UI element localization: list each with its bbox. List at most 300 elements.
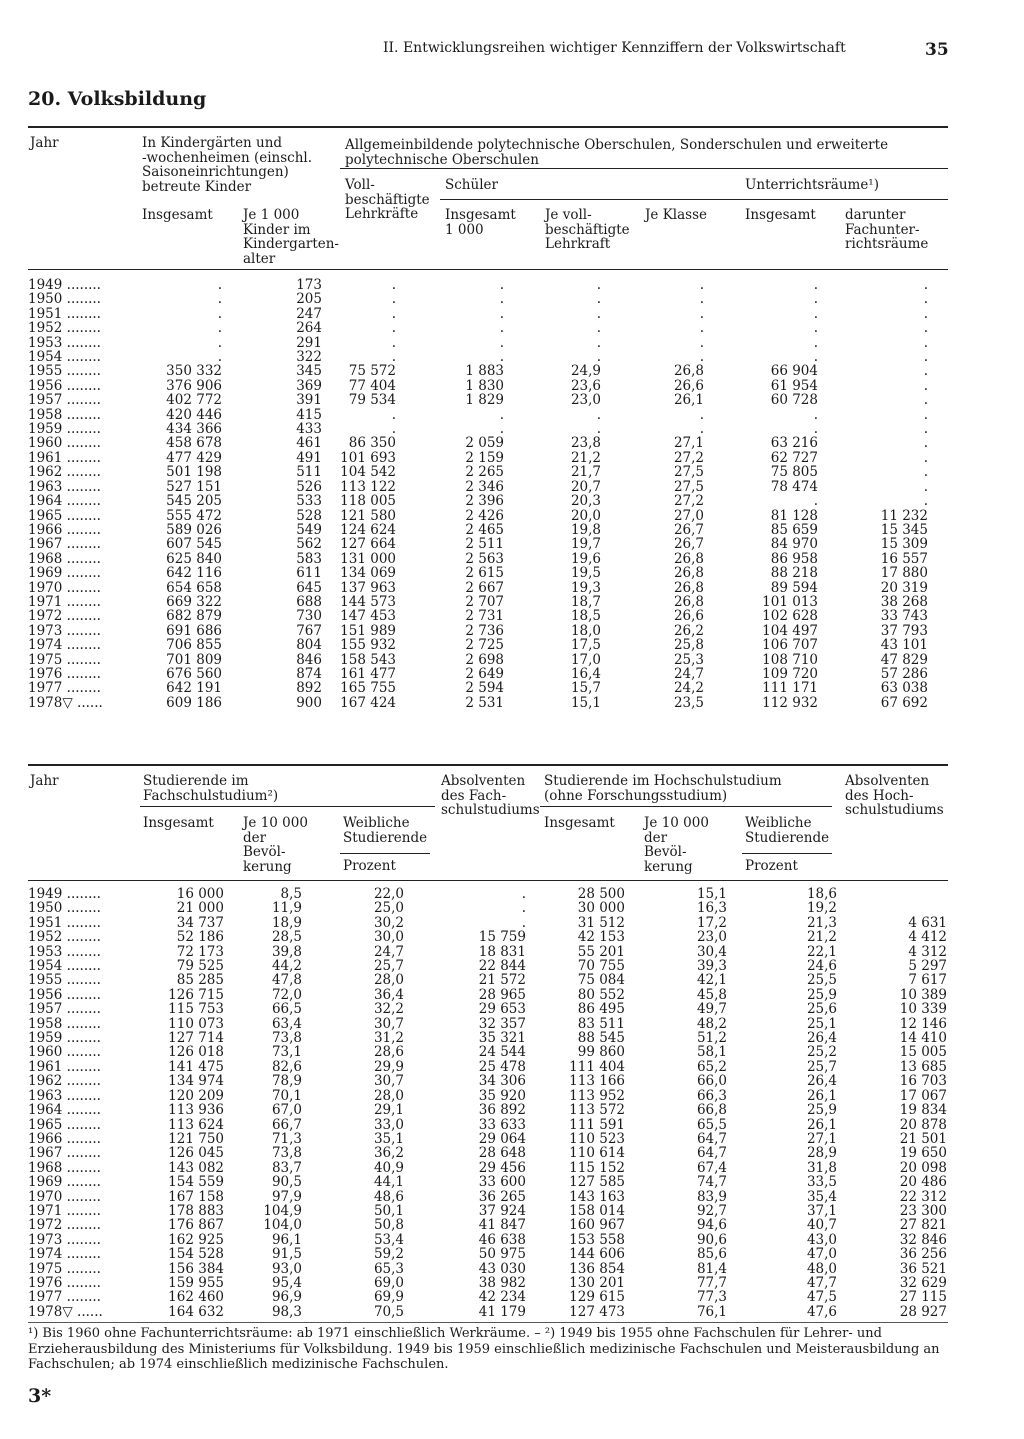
value-cell: 83 511 xyxy=(577,1015,625,1032)
value-cell: 40,7 xyxy=(806,1217,837,1234)
value-cell: 900 xyxy=(296,694,322,711)
value-cell: 22,0 xyxy=(373,886,404,902)
value-cell: 66,7 xyxy=(271,1116,302,1133)
value-cell: 669 322 xyxy=(166,593,222,610)
value-cell: . xyxy=(217,334,222,351)
value-cell: 30 000 xyxy=(577,900,625,917)
value-cell: . xyxy=(391,334,396,351)
value-cell: . xyxy=(813,320,818,337)
value-cell: 2 725 xyxy=(465,637,504,654)
year-cell: 1959 ........ xyxy=(28,1030,101,1047)
value-cell: 17 067 xyxy=(899,1087,947,1104)
value-cell: 24,6 xyxy=(806,958,837,975)
value-cell: 81 128 xyxy=(770,507,818,524)
value-cell: 37 793 xyxy=(880,622,928,639)
value-cell: 67 692 xyxy=(880,694,928,711)
value-cell: 19 834 xyxy=(899,1102,947,1119)
value-cell: 25,3 xyxy=(673,651,704,668)
value-cell: 144 573 xyxy=(340,593,396,610)
value-cell: 38 268 xyxy=(880,593,928,610)
value-cell: 24,7 xyxy=(673,665,704,682)
value-cell: 2 736 xyxy=(465,622,504,639)
value-cell: 22 312 xyxy=(899,1188,947,1205)
value-cell: 27,2 xyxy=(673,449,704,466)
value-cell: 113 936 xyxy=(168,1102,224,1119)
value-cell: 25 478 xyxy=(478,1058,526,1075)
year-cell: 1961 ........ xyxy=(28,1058,101,1075)
value-cell: 642 191 xyxy=(166,680,222,697)
value-cell: 67,0 xyxy=(271,1102,302,1119)
year-cell: 1978▽ ...... xyxy=(28,694,103,711)
value-cell: 26,7 xyxy=(673,521,704,538)
value-cell: . xyxy=(813,291,818,308)
year-cell: 1966 ........ xyxy=(28,1130,101,1147)
value-cell: 16,4 xyxy=(570,665,601,682)
value-cell: 26,4 xyxy=(806,1030,837,1047)
value-cell: 61 954 xyxy=(770,377,818,394)
value-cell: 2 265 xyxy=(465,464,504,481)
value-cell: . xyxy=(813,334,818,351)
value-cell: 25,6 xyxy=(806,1001,837,1018)
value-cell: 32 846 xyxy=(899,1231,947,1248)
value-cell: 527 151 xyxy=(166,478,222,495)
value-cell: 27 821 xyxy=(899,1217,947,1234)
value-cell: 113 952 xyxy=(569,1087,625,1104)
value-cell: 41 179 xyxy=(478,1303,526,1320)
value-cell: 2 731 xyxy=(465,608,504,625)
value-cell: 73,1 xyxy=(271,1044,302,1061)
value-cell: 75 572 xyxy=(348,363,396,380)
value-cell: 501 198 xyxy=(166,464,222,481)
value-cell: 134 069 xyxy=(340,565,396,582)
value-cell: 706 855 xyxy=(166,637,222,654)
value-cell: . xyxy=(699,277,704,293)
value-cell: 4 312 xyxy=(908,943,947,960)
value-cell: . xyxy=(923,421,928,438)
value-cell: 15,1 xyxy=(570,694,601,711)
value-cell: 29,9 xyxy=(373,1058,404,1075)
value-cell: . xyxy=(923,464,928,481)
value-cell: . xyxy=(217,277,222,293)
value-cell: 874 xyxy=(296,665,322,682)
value-cell: 79 525 xyxy=(176,958,224,975)
value-cell: 50,8 xyxy=(373,1217,404,1234)
value-cell: 16,3 xyxy=(696,900,727,917)
value-cell: . xyxy=(596,291,601,308)
value-cell: 66,5 xyxy=(271,1001,302,1018)
value-cell: 434 366 xyxy=(166,421,222,438)
value-cell: 23,0 xyxy=(696,929,727,946)
value-cell: 25,9 xyxy=(806,986,837,1003)
value-cell: 322 xyxy=(296,349,322,366)
value-cell: 28 500 xyxy=(577,886,625,902)
table1-header-schueler-group: Schüler xyxy=(445,177,498,193)
value-cell: 28,5 xyxy=(271,929,302,946)
value-cell: 32 357 xyxy=(478,1015,526,1032)
table2-row xyxy=(28,1074,947,1088)
table1-row xyxy=(28,292,928,306)
table1-row xyxy=(28,393,928,407)
value-cell: 26,8 xyxy=(673,593,704,610)
table2-row xyxy=(28,959,947,973)
value-cell: 23,8 xyxy=(570,435,601,452)
year-cell: 1971 ........ xyxy=(28,1202,101,1219)
value-cell: . xyxy=(923,334,928,351)
value-cell: . xyxy=(699,291,704,308)
value-cell: . xyxy=(391,305,396,322)
value-cell: 120 209 xyxy=(168,1087,224,1104)
table2-header-hoch-je10000: Je 10 000 der Bevöl- kerung xyxy=(644,815,709,875)
value-cell: 21 000 xyxy=(176,900,224,917)
value-cell: 2 649 xyxy=(465,665,504,682)
value-cell: 36 256 xyxy=(899,1246,947,1263)
value-cell: . xyxy=(217,305,222,322)
year-cell: 1978▽ ...... xyxy=(28,1303,103,1320)
value-cell: 461 xyxy=(296,435,322,452)
value-cell: 20 319 xyxy=(880,579,928,596)
value-cell: 29,1 xyxy=(373,1102,404,1119)
table1-row xyxy=(28,408,928,422)
value-cell: 2 159 xyxy=(465,449,504,466)
value-cell: 1 829 xyxy=(465,392,504,409)
table2-row xyxy=(28,1060,947,1074)
value-cell: 113 572 xyxy=(569,1102,625,1119)
value-cell: 24,9 xyxy=(570,363,601,380)
value-cell: 33,0 xyxy=(373,1116,404,1133)
table2-row xyxy=(28,1247,947,1261)
table2-header-fach-weiblich: Weibliche Studierende xyxy=(343,815,428,846)
value-cell: 28,6 xyxy=(373,1044,404,1061)
year-cell: 1957 ........ xyxy=(28,1001,101,1018)
table1-top-rule xyxy=(28,126,948,128)
year-cell: 1966 ........ xyxy=(28,521,101,538)
value-cell: 35 321 xyxy=(478,1030,526,1047)
value-cell: 83,7 xyxy=(271,1159,302,1176)
value-cell: 94,6 xyxy=(696,1217,727,1234)
value-cell: 36,4 xyxy=(373,986,404,1003)
year-cell: 1958 ........ xyxy=(28,406,101,423)
value-cell: 391 xyxy=(296,392,322,409)
value-cell: 127 664 xyxy=(340,536,396,553)
value-cell: 70,5 xyxy=(373,1303,404,1320)
value-cell: 130 201 xyxy=(569,1274,625,1291)
year-cell: 1952 ........ xyxy=(28,929,101,946)
year-cell: 1973 ........ xyxy=(28,622,101,639)
value-cell: 433 xyxy=(296,421,322,438)
value-cell: 92,7 xyxy=(696,1202,727,1219)
value-cell: 155 932 xyxy=(340,637,396,654)
value-cell: 19,3 xyxy=(570,579,601,596)
value-cell: 64,7 xyxy=(696,1145,727,1162)
value-cell: 21 572 xyxy=(478,972,526,989)
value-cell: . xyxy=(923,320,928,337)
value-cell: 24,7 xyxy=(373,943,404,960)
table2-row xyxy=(28,916,947,930)
value-cell: 40,9 xyxy=(373,1159,404,1176)
table2-rule-fach xyxy=(140,806,435,807)
value-cell: 18,5 xyxy=(570,608,601,625)
value-cell: 156 384 xyxy=(168,1260,224,1277)
value-cell: 291 xyxy=(296,334,322,351)
value-cell: 65,5 xyxy=(696,1116,727,1133)
value-cell: 15,1 xyxy=(696,886,727,902)
year-cell: 1953 ........ xyxy=(28,334,101,351)
year-cell: 1969 ........ xyxy=(28,1174,101,1191)
value-cell: . xyxy=(499,421,504,438)
value-cell: 110 614 xyxy=(569,1145,625,1162)
value-cell: 64,7 xyxy=(696,1130,727,1147)
value-cell: 402 772 xyxy=(166,392,222,409)
value-cell: 345 xyxy=(296,363,322,380)
year-cell: 1967 ........ xyxy=(28,536,101,553)
value-cell: 80 552 xyxy=(577,986,625,1003)
footnotes: ¹) Bis 1960 ohne Fachunterrichtsräume: ab 1971 einschließlich Werkräume. – ²) 1949 bis 1955 ohne Fachschulen für Lehrer- und Erzieherausbildung des Ministeriums für Volksbildung. 1949 bis 1959 einschließlich medizinische Fachschulen und Meisterausbildung an Fachschulen; ab 1974 einschließlich medizinische Fachschulen. xyxy=(28,1326,940,1372)
value-cell: 109 720 xyxy=(762,665,818,682)
value-cell: 42 234 xyxy=(478,1289,526,1306)
value-cell: 110 073 xyxy=(168,1015,224,1032)
value-cell: . xyxy=(813,349,818,366)
value-cell: . xyxy=(923,392,928,409)
value-cell: 2 615 xyxy=(465,565,504,582)
table2-row xyxy=(28,1017,947,1031)
table1-row xyxy=(28,581,928,595)
value-cell: 136 854 xyxy=(569,1260,625,1277)
table1-row xyxy=(28,436,928,450)
value-cell: 16 557 xyxy=(880,550,928,567)
value-cell: 39,8 xyxy=(271,943,302,960)
value-cell: 12 146 xyxy=(899,1015,947,1032)
value-cell: 47,0 xyxy=(806,1246,837,1263)
value-cell: 688 xyxy=(296,593,322,610)
value-cell: 21 501 xyxy=(899,1130,947,1147)
value-cell: 19,2 xyxy=(806,900,837,917)
value-cell: . xyxy=(813,406,818,423)
value-cell: 24,2 xyxy=(673,680,704,697)
value-cell: 18,9 xyxy=(271,914,302,931)
year-cell: 1963 ........ xyxy=(28,478,101,495)
value-cell: . xyxy=(499,406,504,423)
value-cell: 26,6 xyxy=(673,608,704,625)
value-cell: . xyxy=(923,449,928,466)
year-cell: 1962 ........ xyxy=(28,464,101,481)
year-cell: 1960 ........ xyxy=(28,435,101,452)
value-cell: 609 186 xyxy=(166,694,222,711)
value-cell: 420 446 xyxy=(166,406,222,423)
year-cell: 1976 ........ xyxy=(28,1274,101,1291)
year-cell: 1949 ........ xyxy=(28,886,101,902)
value-cell: 44,2 xyxy=(271,958,302,975)
value-cell: 2 426 xyxy=(465,507,504,524)
value-cell: 205 xyxy=(296,291,322,308)
table1-header-fachraeume: darunter Fachunter- richtsräume xyxy=(845,207,929,252)
value-cell: 415 xyxy=(296,406,322,423)
value-cell: 36 265 xyxy=(478,1188,526,1205)
value-cell: 85,6 xyxy=(696,1246,727,1263)
page-number: 35 xyxy=(925,40,949,60)
value-cell: 549 xyxy=(296,521,322,538)
value-cell: 115 753 xyxy=(168,1001,224,1018)
value-cell: 589 026 xyxy=(166,521,222,538)
value-cell: 113 122 xyxy=(340,478,396,495)
value-cell: 16 000 xyxy=(176,886,224,902)
value-cell: . xyxy=(699,406,704,423)
value-cell: 113 166 xyxy=(569,1073,625,1090)
value-cell: . xyxy=(499,334,504,351)
value-cell: 35,1 xyxy=(373,1130,404,1147)
value-cell: 118 005 xyxy=(340,493,396,510)
value-cell: . xyxy=(391,349,396,366)
table2-row xyxy=(28,1305,947,1319)
value-cell: 162 925 xyxy=(168,1231,224,1248)
table1-row xyxy=(28,364,928,378)
value-cell: 126 018 xyxy=(168,1044,224,1061)
value-cell: 15 309 xyxy=(880,536,928,553)
year-cell: 1977 ........ xyxy=(28,1289,101,1306)
running-title: II. Entwicklungsreihen wichtiger Kennziffern der Volkswirtschaft xyxy=(383,40,846,56)
value-cell: 27,1 xyxy=(806,1130,837,1147)
table2-header-jahr: Jahr xyxy=(30,773,59,789)
value-cell: 22 844 xyxy=(478,958,526,975)
table1-header-raeume-insgesamt: Insgesamt xyxy=(745,207,816,223)
value-cell: 625 840 xyxy=(166,550,222,567)
value-cell: 19,6 xyxy=(570,550,601,567)
table1-header-je1000: Je 1 000 Kinder im Kindergarten- alter xyxy=(243,207,339,267)
value-cell: 28 648 xyxy=(478,1145,526,1162)
value-cell: 69,9 xyxy=(373,1289,404,1306)
table2-header-hoch-prozent: Prozent xyxy=(745,858,798,874)
value-cell: 26,8 xyxy=(673,565,704,582)
table1-header-schueler-insgesamt: Insgesamt 1 000 xyxy=(445,207,516,238)
value-cell: 72,0 xyxy=(271,986,302,1003)
value-cell: 25,1 xyxy=(806,1015,837,1032)
table1-header-je-lehrkraft: Je voll- beschäftigte Lehrkraft xyxy=(545,207,630,252)
value-cell: 165 755 xyxy=(340,680,396,697)
value-cell: 86 350 xyxy=(348,435,396,452)
table1-row xyxy=(28,624,928,638)
value-cell: 30,0 xyxy=(373,929,404,946)
table1-row xyxy=(28,379,928,393)
value-cell: . xyxy=(521,886,526,902)
value-cell: 350 332 xyxy=(166,363,222,380)
value-cell: 27,5 xyxy=(673,464,704,481)
year-cell: 1949 ........ xyxy=(28,277,101,293)
value-cell: 62 727 xyxy=(770,449,818,466)
value-cell: 78 474 xyxy=(770,478,818,495)
value-cell: 47,7 xyxy=(806,1274,837,1291)
value-cell: 20 878 xyxy=(899,1116,947,1133)
value-cell: 46 638 xyxy=(478,1231,526,1248)
value-cell: 25,5 xyxy=(806,972,837,989)
value-cell: 173 xyxy=(296,277,322,293)
table2-row xyxy=(28,1204,947,1218)
table2-row xyxy=(28,887,947,901)
year-cell: 1956 ........ xyxy=(28,377,101,394)
value-cell: 113 624 xyxy=(168,1116,224,1133)
value-cell: 74,7 xyxy=(696,1174,727,1191)
value-cell: . xyxy=(923,349,928,366)
value-cell: 7 617 xyxy=(908,972,947,989)
table1-row xyxy=(28,321,928,335)
value-cell: 77,7 xyxy=(696,1274,727,1291)
value-cell: 91,5 xyxy=(271,1246,302,1263)
value-cell: 111 591 xyxy=(569,1116,625,1133)
value-cell: 66,0 xyxy=(696,1073,727,1090)
table2-row xyxy=(28,945,947,959)
table1-header-jahr: Jahr xyxy=(30,135,59,151)
value-cell: 19,5 xyxy=(570,565,601,582)
value-cell: 121 580 xyxy=(340,507,396,524)
value-cell: 102 628 xyxy=(762,608,818,625)
value-cell: 369 xyxy=(296,377,322,394)
value-cell: 66 904 xyxy=(770,363,818,380)
value-cell: 33 743 xyxy=(880,608,928,625)
table1-header-kinder-insgesamt: Insgesamt xyxy=(142,207,213,223)
value-cell: 25,7 xyxy=(806,1058,837,1075)
value-cell: 124 624 xyxy=(340,521,396,538)
value-cell: . xyxy=(391,291,396,308)
value-cell: 25,9 xyxy=(806,1102,837,1119)
value-cell: 2 698 xyxy=(465,651,504,668)
table2-header-absolventen-hoch: Absolventen des Hoch- schulstudiums xyxy=(845,773,944,818)
value-cell: 2 594 xyxy=(465,680,504,697)
value-cell: . xyxy=(391,320,396,337)
value-cell: 25,8 xyxy=(673,637,704,654)
table2-row xyxy=(28,988,947,1002)
value-cell: 126 045 xyxy=(168,1145,224,1162)
value-cell: 72 173 xyxy=(176,943,224,960)
value-cell: 25,2 xyxy=(806,1044,837,1061)
value-cell: 607 545 xyxy=(166,536,222,553)
value-cell: 101 013 xyxy=(762,593,818,610)
value-cell: 108 710 xyxy=(762,651,818,668)
value-cell: 48,0 xyxy=(806,1260,837,1277)
value-cell: 59,2 xyxy=(373,1246,404,1263)
value-cell: 13 685 xyxy=(899,1058,947,1075)
value-cell: . xyxy=(596,349,601,366)
value-cell: . xyxy=(499,277,504,293)
value-cell: 511 xyxy=(296,464,322,481)
value-cell: 25,0 xyxy=(373,900,404,917)
value-cell: . xyxy=(217,320,222,337)
value-cell: . xyxy=(499,291,504,308)
value-cell: 28 965 xyxy=(478,986,526,1003)
value-cell: 4 412 xyxy=(908,929,947,946)
table2-row xyxy=(28,1276,947,1290)
value-cell: 36,2 xyxy=(373,1145,404,1162)
value-cell: 86 958 xyxy=(770,550,818,567)
value-cell: . xyxy=(499,305,504,322)
value-cell: 2 707 xyxy=(465,593,504,610)
table1-body xyxy=(28,278,928,710)
value-cell: . xyxy=(923,493,928,510)
table2-header-fach-je10000: Je 10 000 der Bevöl- kerung xyxy=(243,815,308,875)
value-cell: 78,9 xyxy=(271,1073,302,1090)
year-cell: 1954 ........ xyxy=(28,958,101,975)
value-cell: 642 116 xyxy=(166,565,222,582)
value-cell: 18,7 xyxy=(570,593,601,610)
value-cell: 29 456 xyxy=(478,1159,526,1176)
value-cell: 27,0 xyxy=(673,507,704,524)
value-cell: 16 703 xyxy=(899,1073,947,1090)
table1-row xyxy=(28,595,928,609)
value-cell: 804 xyxy=(296,637,322,654)
value-cell: 143 163 xyxy=(569,1188,625,1205)
value-cell: 1 883 xyxy=(465,363,504,380)
value-cell: 176 867 xyxy=(168,1217,224,1234)
value-cell: 29 653 xyxy=(478,1001,526,1018)
year-cell: 1957 ........ xyxy=(28,392,101,409)
value-cell: 27 115 xyxy=(899,1289,947,1306)
